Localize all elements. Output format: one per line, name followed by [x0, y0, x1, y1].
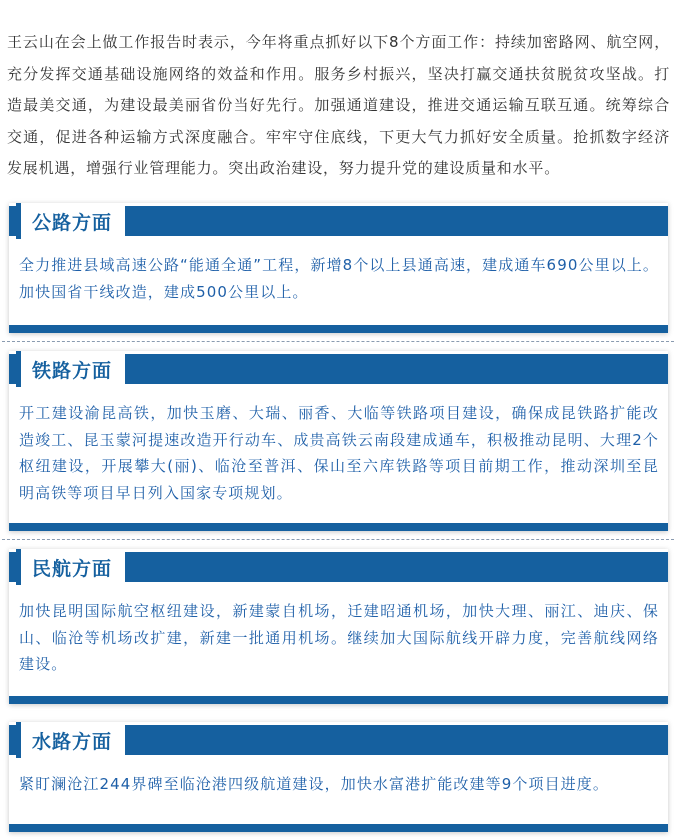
section-title: 水路方面 [16, 722, 125, 758]
section-header [9, 725, 668, 755]
section-card-highway [9, 203, 668, 333]
section-body: 紧盯澜沧江244界碑至临沧港四级航道建设，加快水富港扩能改建等9个项目进度。 [19, 775, 609, 793]
section-divider [2, 341, 674, 342]
section-card-railway [9, 351, 668, 531]
section-body: 加快昆明国际航空枢纽建设，新建蒙自机场，迁建昭通机场，加快大理、丽江、迪庆、保山、临沧等机场改扩建，新建一批通用机场。继续加大国际航线开辟力度，完善航线网络建设。 [19, 602, 659, 673]
section-header [9, 552, 668, 582]
section-header [9, 354, 668, 384]
section-footer-bar [9, 696, 668, 704]
section-footer-bar [9, 824, 668, 832]
section-footer-bar [9, 523, 668, 531]
section-card-aviation [9, 549, 668, 704]
section-footer-bar [9, 325, 668, 333]
section-card-waterway [9, 722, 668, 832]
section-body: 全力推进县域高速公路“能通全通”工程，新增8个以上县通高速，建成通车690公里以上。加快国省干线改造，建成500公里以上。 [19, 256, 659, 301]
section-body: 开工建设渝昆高铁，加快玉磨、大瑞、丽香、大临等铁路项目建设，确保成昆铁路扩能改造竣工、昆玉蒙河提速改造开行动车、成贵高铁云南段建成通车，积极推动昆明、大理2个枢纽建设，开展攀大(丽)、临沧至普洱、保山至六库铁路等项目前期工作，推动深圳至昆明高铁等项目早日列入国家专项规划。 [19, 404, 659, 502]
section-title: 民航方面 [16, 549, 125, 585]
intro-paragraph: 王云山在会上做工作报告时表示，今年将重点抓好以下8个方面工作：持续加密路网、航空网，充分发挥交通基础设施网络的效益和作用。服务乡村振兴，坚决打赢交通扶贫脱贫攻坚战。打造最美交通，为建设最美丽省份当好先行。加强通道建设，推进交通运输互联互通。统筹综合交通，促进各种运输方式深度融合。牢牢守住底线，下更大气力抓好安全质量。抢抓数字经济发展机遇，增强行业管理能力。突出政治建设，努力提升党的建设质量和水平。 [7, 33, 670, 177]
section-header [9, 206, 668, 236]
section-title: 公路方面 [16, 203, 125, 239]
section-title: 铁路方面 [16, 351, 125, 387]
section-divider [2, 539, 674, 540]
